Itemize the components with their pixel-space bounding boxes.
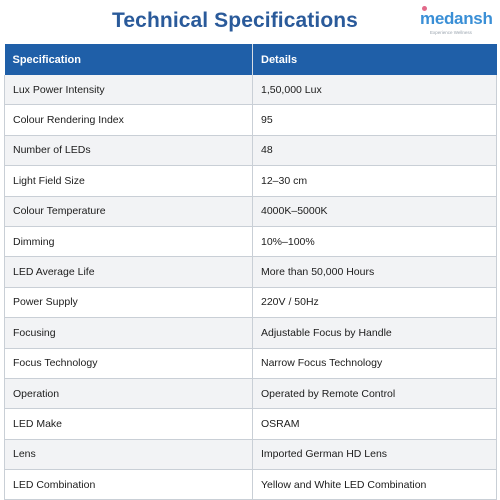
table-row — [5, 287, 497, 317]
spec-name-cell: Focusing — [5, 318, 253, 348]
table-header — [5, 44, 497, 75]
table-row — [5, 470, 497, 500]
column-header-details: Details — [253, 44, 497, 75]
table-row — [5, 318, 497, 348]
table-row — [5, 226, 497, 256]
spec-name-cell: Light Field Size — [5, 166, 253, 196]
spec-detail-cell: 95 — [253, 105, 497, 135]
spec-name-cell: Power Supply — [5, 287, 253, 317]
spec-detail-cell: Adjustable Focus by Handle — [253, 318, 497, 348]
spec-name-cell: Dimming — [5, 226, 253, 256]
spec-detail-cell: 220V / 50Hz — [253, 287, 497, 317]
spec-detail-cell: Imported German HD Lens — [253, 439, 497, 469]
table-row — [5, 257, 497, 287]
spec-detail-cell: Narrow Focus Technology — [253, 348, 497, 378]
specifications-table — [4, 44, 497, 500]
spec-detail-cell: More than 50,000 Hours — [253, 257, 497, 287]
spec-detail-cell: 1,50,000 Lux — [253, 75, 497, 105]
spec-name-cell: Lux Power Intensity — [5, 75, 253, 105]
spec-detail-cell: 48 — [253, 135, 497, 165]
spec-name-cell: LED Average Life — [5, 257, 253, 287]
table-row — [5, 348, 497, 378]
logo-wordmark: medansh — [420, 9, 493, 28]
page-title: Technical Specifications — [112, 9, 358, 32]
table-row — [5, 196, 497, 226]
spec-detail-cell: 12–30 cm — [253, 166, 497, 196]
spec-detail-cell: OSRAM — [253, 409, 497, 439]
spec-name-cell: Operation — [5, 378, 253, 408]
table-body — [5, 75, 497, 500]
spec-detail-cell: Operated by Remote Control — [253, 378, 497, 408]
spec-name-cell: Focus Technology — [5, 348, 253, 378]
spec-name-cell: LED Make — [5, 409, 253, 439]
table-row — [5, 439, 497, 469]
spec-name-cell: Colour Temperature — [5, 196, 253, 226]
spec-name-cell: Number of LEDs — [5, 135, 253, 165]
table-row — [5, 135, 497, 165]
table-row — [5, 166, 497, 196]
spec-name-cell: Lens — [5, 439, 253, 469]
table-row — [5, 409, 497, 439]
spec-name-cell: Colour Rendering Index — [5, 105, 253, 135]
spec-detail-cell: Yellow and White LED Combination — [253, 470, 497, 500]
column-header-specification: Specification — [5, 44, 253, 75]
table-row — [5, 105, 497, 135]
table-row — [5, 378, 497, 408]
header-row — [5, 44, 497, 75]
table-row — [5, 75, 497, 105]
spec-detail-cell: 10%–100% — [253, 226, 497, 256]
brand-logo — [418, 6, 498, 40]
spec-name-cell: LED Combination — [5, 470, 253, 500]
logo-tagline: Experience Wellness — [430, 30, 472, 35]
spec-detail-cell: 4000K–5000K — [253, 196, 497, 226]
